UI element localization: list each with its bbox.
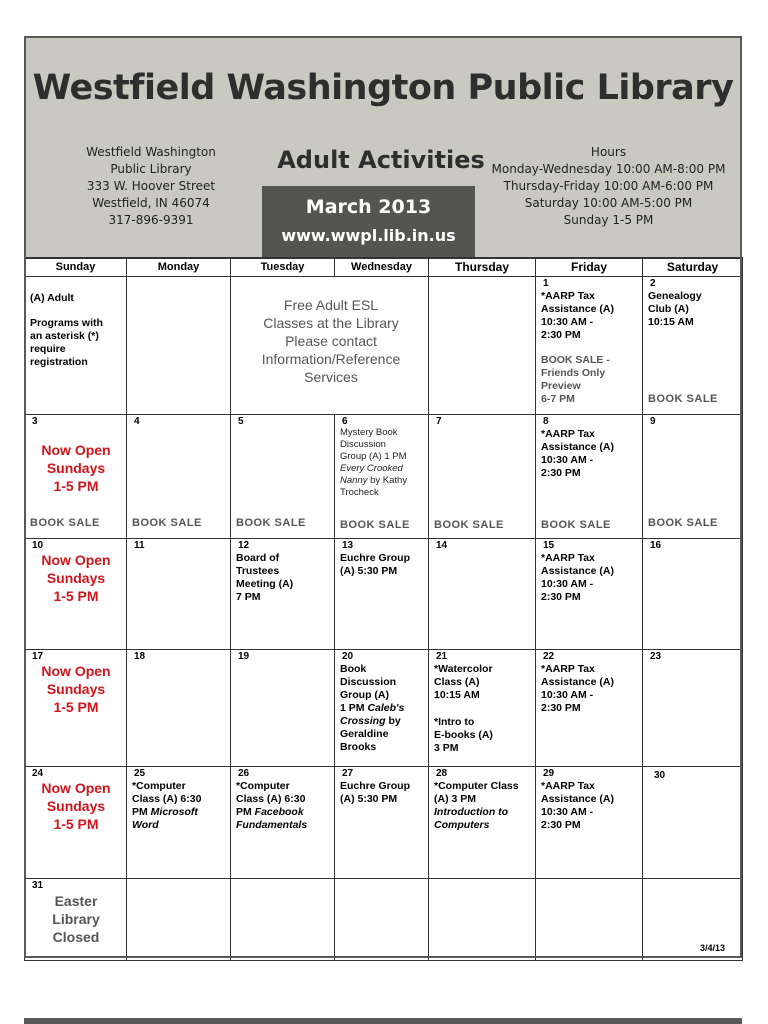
event-line: Brooks — [340, 740, 377, 753]
easter-line: Library — [52, 911, 100, 927]
day-number: 23 — [650, 650, 662, 662]
hours-line: Saturday 10:00 AM-5:00 PM — [524, 196, 693, 210]
event-line: *Computer — [132, 779, 186, 792]
esl-line: Classes at the Library — [263, 315, 399, 331]
event-line: Meeting (A) — [236, 577, 294, 590]
footer-bar — [24, 1018, 742, 1024]
event-line: Euchre Group — [340, 551, 411, 564]
day-number: 29 — [543, 767, 555, 779]
day-number: 24 — [32, 767, 44, 779]
book-sale-label: BOOK SALE — [236, 516, 306, 529]
event-line: E-books (A) — [434, 728, 493, 741]
day-number: 9 — [650, 415, 656, 427]
day-number: 14 — [436, 539, 448, 551]
website-link[interactable]: www.wwpl.lib.in.us — [281, 226, 456, 245]
event-line: Discussion — [340, 438, 386, 450]
day-number: 6 — [342, 415, 348, 427]
open-line: Now Open — [41, 779, 111, 796]
event-line: 10:30 AM - — [541, 315, 594, 328]
event-line: *AARP Tax — [541, 779, 595, 792]
weekday-monday: Monday — [127, 258, 231, 276]
day-number: 3 — [32, 415, 38, 427]
book-title-line: Crossing — [340, 714, 386, 727]
book-title-line: Caleb's — [367, 701, 405, 714]
open-line: 1-5 PM — [53, 815, 99, 832]
class-title-line: Introduction to — [434, 805, 509, 818]
event-line: Mystery Book — [340, 426, 398, 438]
day-number: 27 — [342, 767, 354, 779]
event-line: Class (A) — [434, 675, 480, 688]
day-number: 12 — [238, 539, 250, 551]
event-line: 2:30 PM — [541, 328, 581, 341]
day-number: 28 — [436, 767, 448, 779]
weekday-saturday: Saturday — [643, 258, 743, 276]
event-line: 2:30 PM — [541, 466, 581, 479]
day-number: 17 — [32, 650, 44, 662]
event-line: (A) 5:30 PM — [340, 792, 398, 805]
event-line: Club (A) — [648, 302, 689, 315]
day-number: 20 — [342, 650, 354, 662]
event-line: 10:30 AM - — [541, 805, 594, 818]
day-number: 1 — [543, 277, 549, 289]
event-line: *AARP Tax — [541, 427, 595, 440]
event-line: Assistance (A) — [541, 564, 614, 577]
event-line: Class (A) 6:30 — [236, 792, 306, 805]
event-line: 10:15 AM — [648, 315, 694, 328]
event-line: *Computer Class — [434, 779, 519, 792]
day-number: 15 — [543, 539, 555, 551]
page-border — [24, 36, 742, 958]
book-sale-label: BOOK SALE — [30, 516, 100, 529]
month-label: March 2013 — [305, 196, 432, 218]
open-line: Now Open — [41, 551, 111, 568]
day-number: 21 — [436, 650, 448, 662]
easter-line: Closed — [52, 929, 100, 945]
weekday-tuesday: Tuesday — [231, 258, 335, 276]
event-line: (A) 3 PM — [434, 792, 476, 805]
class-title-line: Microsoft — [150, 805, 198, 818]
note-line: require — [30, 342, 66, 355]
event-line: (A) 5:30 PM — [340, 564, 398, 577]
day-number: 30 — [654, 769, 666, 781]
day-number: 13 — [342, 539, 354, 551]
day-number: 16 — [650, 539, 662, 551]
class-title-line: Fundamentals — [236, 818, 308, 831]
event-line: 3 PM — [434, 741, 459, 754]
book-sale-label: BOOK SALE — [340, 518, 410, 531]
event-line: 7 PM — [236, 590, 261, 603]
day-number: 5 — [238, 415, 244, 427]
event-line: Geraldine — [340, 727, 389, 740]
event-line: Assistance (A) — [541, 792, 614, 805]
event-line: Discussion — [340, 675, 397, 688]
hours-line: Thursday-Friday 10:00 AM-6:00 PM — [503, 179, 714, 193]
book-sale-label: BOOK SALE — [648, 392, 718, 405]
event-line: Board of — [236, 551, 280, 564]
event-line: 10:30 AM - — [541, 688, 594, 701]
event-line: 2:30 PM — [541, 590, 581, 603]
event-line: Preview — [541, 379, 581, 392]
event-line: Class (A) 6:30 — [132, 792, 202, 805]
note-line: Programs with — [30, 316, 103, 329]
book-sale-label: BOOK SALE — [541, 518, 611, 531]
event-line: Group (A) — [340, 688, 389, 701]
day-number: 31 — [32, 879, 44, 891]
revision-date: 3/4/13 — [700, 943, 726, 953]
legend-adult: (A) Adult — [30, 291, 74, 304]
open-line: Now Open — [41, 441, 111, 458]
day-number: 4 — [134, 415, 140, 427]
event-line: 2:30 PM — [541, 701, 581, 714]
esl-line: Services — [304, 369, 358, 385]
event-line: Genealogy — [648, 289, 702, 302]
event-line: BOOK SALE - — [541, 353, 610, 366]
hours-line: Sunday 1-5 PM — [563, 213, 654, 227]
day-number: 8 — [543, 415, 549, 427]
event-line: 10:30 AM - — [541, 577, 594, 590]
day-number: 26 — [238, 767, 250, 779]
book-sale-label: BOOK SALE — [434, 518, 504, 531]
weekday-friday: Friday — [536, 258, 643, 276]
class-title-line: Word — [132, 818, 159, 831]
event-line: Trocheck — [340, 486, 379, 498]
event-line: Assistance (A) — [541, 302, 614, 315]
address-line: Westfield Washington — [86, 145, 216, 159]
class-title-line: Facebook — [254, 805, 304, 818]
event-line: Friends Only — [541, 366, 606, 379]
class-title-line: Computers — [434, 818, 490, 831]
day-number: 22 — [543, 650, 555, 662]
address-line: Public Library — [110, 162, 192, 176]
day-number: 7 — [436, 415, 442, 427]
weekday-wednesday: Wednesday — [335, 258, 429, 276]
open-line: 1-5 PM — [53, 698, 99, 715]
esl-line: Please contact — [285, 333, 377, 349]
activities-heading: Adult Activities — [277, 146, 485, 174]
day-number: 2 — [650, 277, 656, 289]
open-line: Sundays — [46, 797, 106, 814]
event-line: Book — [340, 662, 367, 675]
hours-line: Monday-Wednesday 10:00 AM-8:00 PM — [491, 162, 726, 176]
event-line: 10:30 AM - — [541, 453, 594, 466]
book-sale-label: BOOK SALE — [648, 516, 718, 529]
event-line: 10:15 AM — [434, 688, 480, 701]
event-line: Group (A) 1 PM — [340, 450, 407, 462]
day-number: 19 — [238, 650, 250, 662]
library-title: Westfield Washington Public Library — [32, 68, 734, 108]
event-line: PM — [236, 805, 252, 818]
event-line: *Computer — [236, 779, 290, 792]
esl-line: Free Adult ESL — [283, 297, 379, 313]
hours-heading: Hours — [590, 145, 627, 159]
address-line: 333 W. Hoover Street — [86, 179, 216, 193]
open-line: Sundays — [46, 459, 106, 476]
open-line: Sundays — [46, 680, 106, 697]
event-line: 1 PM — [340, 701, 365, 714]
note-line: registration — [30, 355, 88, 368]
event-line: PM — [132, 805, 148, 818]
address-line: Westfield, IN 46074 — [92, 196, 210, 210]
book-title-line: Nanny — [340, 474, 368, 486]
day-number: 11 — [134, 539, 145, 551]
event-line: *Intro to — [434, 715, 475, 728]
event-line: 6-7 PM — [541, 392, 575, 405]
day-number: 18 — [134, 650, 146, 662]
book-sale-label: BOOK SALE — [132, 516, 202, 529]
event-line: *Watercolor — [434, 662, 493, 675]
event-line: by — [388, 714, 401, 727]
open-line: Sundays — [46, 569, 106, 586]
day-number: 25 — [134, 767, 146, 779]
note-line: an asterisk (*) — [30, 329, 99, 342]
event-line: Trustees — [236, 564, 280, 577]
esl-line: Information/Reference — [261, 351, 401, 367]
event-line: Assistance (A) — [541, 675, 614, 688]
event-line: by Kathy — [370, 474, 408, 486]
weekday-thursday: Thursday — [429, 258, 536, 276]
event-line: 2:30 PM — [541, 818, 581, 831]
event-line: *AARP Tax — [541, 551, 595, 564]
open-line: 1-5 PM — [53, 587, 99, 604]
event-line: *AARP Tax — [541, 289, 595, 302]
easter-line: Easter — [54, 893, 98, 909]
phone-number: 317-896-9391 — [108, 213, 194, 227]
weekday-sunday: Sunday — [25, 258, 127, 276]
event-line: Euchre Group — [340, 779, 411, 792]
book-title-line: Every Crooked — [340, 462, 403, 474]
day-number: 10 — [32, 539, 44, 551]
event-line: Assistance (A) — [541, 440, 614, 453]
open-line: 1-5 PM — [53, 477, 99, 494]
event-line: *AARP Tax — [541, 662, 595, 675]
open-line: Now Open — [41, 662, 111, 679]
